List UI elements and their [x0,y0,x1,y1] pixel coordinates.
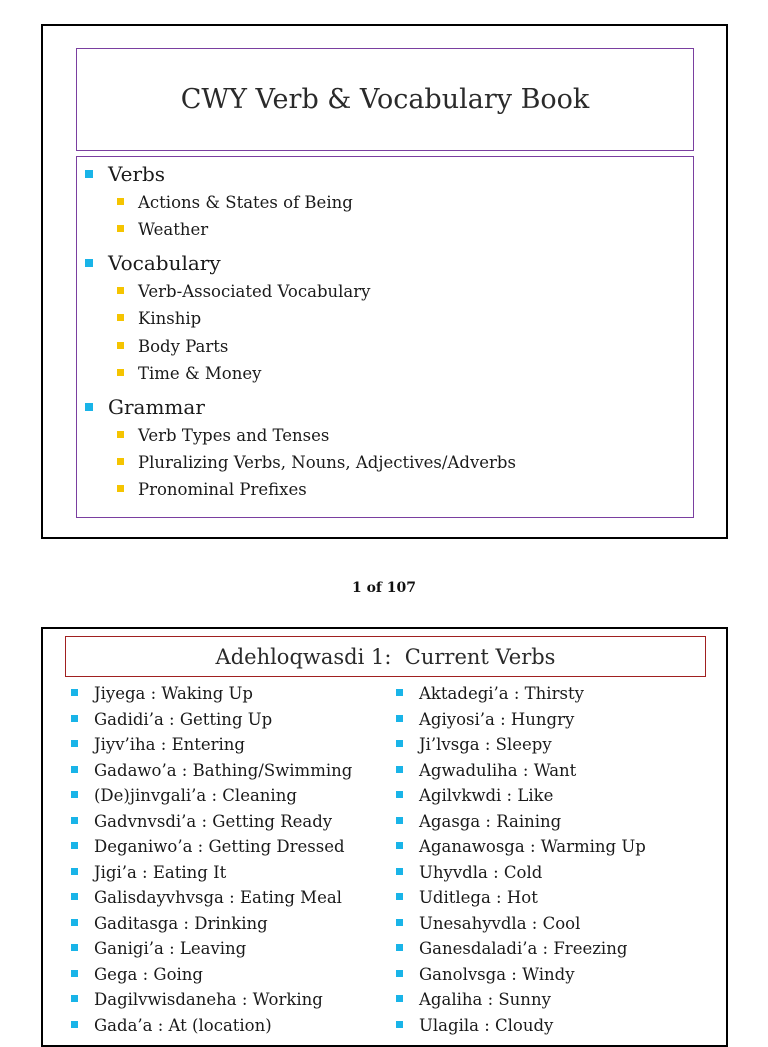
list-item-label: Time & Money [138,364,262,383]
list-item [71,936,352,962]
list-item [396,987,646,1013]
bullet-icon [71,791,78,798]
list-item [71,1013,352,1039]
list-item-label: (De)jinvgali’a : Cleaning [94,786,297,805]
bullet-icon [117,342,124,349]
bullet-icon [396,842,403,849]
bullet-icon [71,842,78,849]
list-item [71,783,352,809]
section-verbs [85,162,165,186]
list-item [396,911,646,937]
slide-1 [41,24,728,539]
list-item [117,453,516,472]
slide-1-content-box [76,156,694,518]
list-item-label: Dagilvwisdaneha : Working [94,990,323,1009]
bullet-icon [396,689,403,696]
bullet-icon [117,369,124,376]
list-item-label: Deganiwo’a : Getting Dressed [94,837,345,856]
slide-2 [41,627,728,1047]
list-item [396,783,646,809]
slide-2-title-box [65,636,706,677]
section-grammar [85,395,205,419]
bullet-icon [71,944,78,951]
bullet-icon [117,225,124,232]
list-item [71,834,352,860]
list-item-label: Pronominal Prefixes [138,480,307,499]
page-number: 1 of 107 [351,580,417,596]
bullet-icon [396,893,403,900]
list-item [396,936,646,962]
bullet-icon [85,259,93,267]
list-item [71,681,352,707]
slide-2-title: Adehloqwasdi 1: Current Verbs [215,644,556,669]
list-item [396,885,646,911]
list-item-label: Aktadegi’a : Thirsty [419,684,584,703]
list-item [396,707,646,733]
verb-list-left [71,681,352,1038]
list-item [396,860,646,886]
list-item-label: Verb-Associated Vocabulary [138,282,371,301]
list-item [396,962,646,988]
bullet-icon [396,919,403,926]
bullet-icon [71,893,78,900]
bullet-icon [71,715,78,722]
list-item-label: Gadidi’a : Getting Up [94,709,273,729]
list-item-label: Unesahyvdla : Cool [419,913,581,933]
bullet-icon [71,740,78,747]
list-item [396,834,646,860]
list-item [396,758,646,784]
list-item [117,426,329,445]
bullet-icon [396,766,403,773]
list-item-label: Actions & States of Being [138,193,353,212]
list-item [396,681,646,707]
list-item [117,220,208,239]
bullet-icon [71,868,78,875]
bullet-icon [117,198,124,205]
bullet-icon [117,287,124,294]
list-item-label: Gada’a : At (location) [94,1015,272,1035]
bullet-icon [117,458,124,465]
list-item [117,337,228,356]
section-vocabulary [85,251,221,275]
list-item-label: Pluralizing Verbs, Nouns, Adjectives/Adverbs [138,453,516,472]
list-item-label: Gaditasga : Drinking [94,913,268,933]
list-item-label: Verb Types and Tenses [138,426,330,445]
list-item-label: Jigi’a : Eating It [94,862,227,882]
list-item [71,885,352,911]
list-item-label: Weather [138,220,209,239]
list-item-label: Agiyosi’a : Hungry [419,709,575,729]
bullet-icon [117,485,124,492]
list-item [117,364,261,383]
bullet-icon [396,995,403,1002]
list-item-label: Body Parts [138,337,229,356]
list-item [71,962,352,988]
bullet-icon [71,970,78,977]
bullet-icon [396,868,403,875]
slide-1-title-box [76,48,694,151]
list-item-label: Ganesdaladi’a : Freezing [419,939,628,958]
bullet-icon [71,995,78,1002]
list-item-label: Agasga : Raining [419,811,562,831]
list-item-label: Gadvnvsdi’a : Getting Ready [94,811,333,831]
bullet-icon [396,740,403,747]
bullet-icon [71,919,78,926]
list-item-label: Agilvkwdi : Like [419,786,554,805]
bullet-icon [71,689,78,696]
bullet-icon [71,766,78,773]
bullet-icon [71,817,78,824]
list-item-label: Aganawosga : Warming Up [419,837,646,856]
list-item [71,987,352,1013]
section-label: Verbs [108,162,166,186]
list-item-label: Gadawo’a : Bathing/Swimming [94,760,353,780]
list-item-label: Jiyv’iha : Entering [94,735,245,754]
list-item [117,282,370,301]
bullet-icon [71,1021,78,1028]
list-item-label: Agwaduliha : Want [419,760,577,780]
list-item [117,309,201,328]
list-item-label: Uhyvdla : Cold [419,862,543,882]
list-item [396,732,646,758]
list-item [71,809,352,835]
bullet-icon [396,715,403,722]
list-item-label: Ulagila : Cloudy [419,1015,554,1035]
list-item-label: Agaliha : Sunny [419,990,551,1009]
list-item [396,809,646,835]
list-item [71,732,352,758]
list-item [71,758,352,784]
list-item-label: Ganigi’a : Leaving [94,939,247,958]
bullet-icon [396,791,403,798]
list-item [117,193,353,212]
section-label: Vocabulary [108,251,221,275]
section-label: Grammar [108,395,205,419]
list-item-label: Galisdayvhvsga : Eating Meal [94,888,342,907]
bullet-icon [396,944,403,951]
bullet-icon [396,817,403,824]
bullet-icon [117,431,124,438]
verb-list-right [396,681,646,1038]
bullet-icon [396,1021,403,1028]
list-item-label: Uditlega : Hot [419,888,538,907]
list-item-label: Ji’lvsga : Sleepy [419,735,552,754]
bullet-icon [85,403,93,411]
bullet-icon [396,970,403,977]
list-item [71,707,352,733]
list-item [396,1013,646,1039]
list-item-label: Ganolvsga : Windy [419,964,575,984]
bullet-icon [85,170,93,178]
list-item-label: Gega : Going [94,964,203,984]
list-item [71,911,352,937]
list-item [71,860,352,886]
list-item [117,480,307,499]
bullet-icon [117,314,124,321]
slide-1-title: CWY Verb & Vocabulary Book [180,84,590,115]
list-item-label: Jiyega : Waking Up [94,684,253,703]
list-item-label: Kinship [138,309,202,328]
